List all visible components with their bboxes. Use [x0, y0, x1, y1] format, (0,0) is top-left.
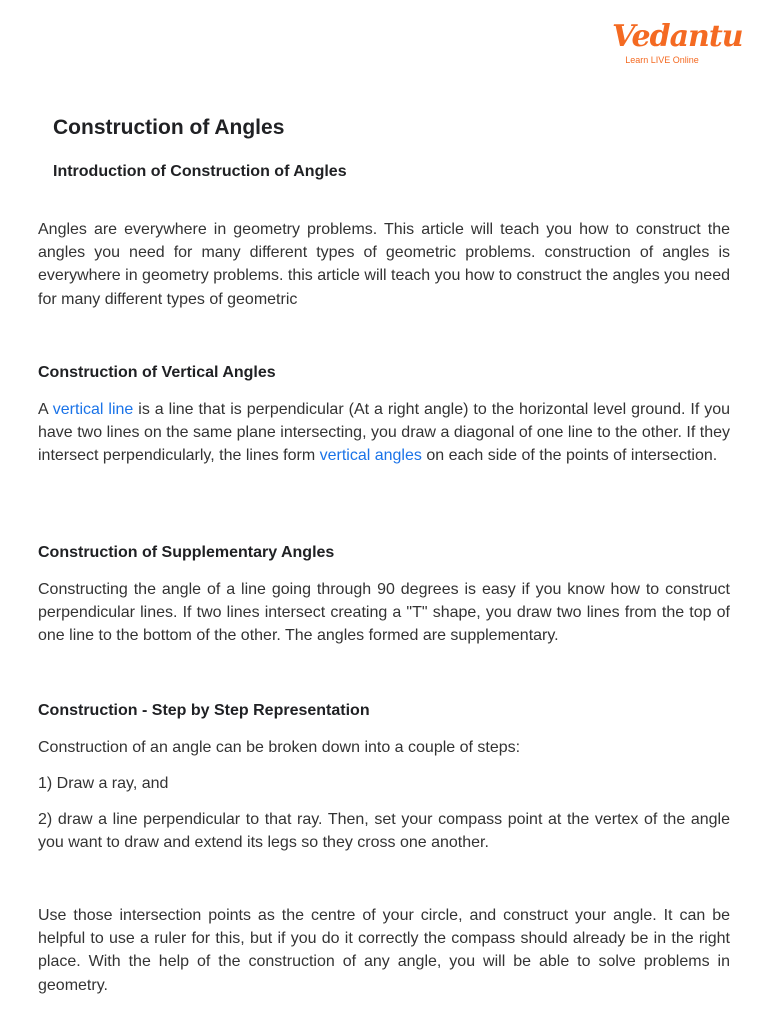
vedantu-logo: [612, 19, 743, 65]
vertical-angles-link[interactable]: vertical angles: [319, 447, 422, 465]
vertical-text-2: is a line that is perpendicular (At a right angle) to the horizontal level ground. If you have two lines on the same plane intersecting, you draw a diagonal of one line to the other. If they intersect perpendicularly, the lines form: [38, 401, 731, 465]
intro-heading: Introduction of Construction of Angles: [53, 163, 347, 180]
steps-heading: Construction - Step by Step Representation: [38, 702, 370, 719]
vertical-angles-heading: Construction of Vertical Angles: [38, 364, 276, 381]
steps-intro: Construction of an angle can be broken down into a couple of steps:: [38, 739, 521, 756]
logo-brand: Vedantu: [612, 19, 743, 54]
step-1: 1) Draw a ray, and: [38, 775, 169, 792]
vertical-text-3: on each side of the points of intersection.: [421, 447, 718, 465]
intro-paragraph: Angles are everywhere in geometry problems. This article will teach you how to construct the angles you need for many different types of geometric problems. construction of angles is everywhere in geometry problems. this article will teach you how to construct the angles you need for many different types of geometric: [38, 221, 730, 308]
closing-paragraph: Use those intersection points as the centre of your circle, and construct your angle. It can be helpful to use a ruler for this, but if you do it correctly the compass should already be in the right place. With the help of the construction of any angle, you will be able to solve problems in geometry.: [38, 907, 730, 994]
supplementary-angles-paragraph: Constructing the angle of a line going through 90 degrees is easy if you know how to construct perpendicular lines. If two lines intersect creating a "T" shape, you draw two lines from the top of one line to the bottom of the other. The angles formed are supplementary.: [38, 581, 730, 645]
page-title: Construction of Angles: [53, 116, 285, 139]
vertical-angles-paragraph: [38, 398, 730, 468]
supplementary-angles-heading: Construction of Supplementary Angles: [38, 544, 335, 561]
vertical-line-link[interactable]: vertical line: [52, 401, 134, 418]
logo-tagline: Learn LIVE Online: [625, 55, 699, 65]
vertical-text-1: A: [38, 401, 53, 418]
step-2: 2) draw a line perpendicular to that ray. Then, set your compass point at the vertex of the angle you want to draw and extend its legs so they cross one another.: [38, 811, 730, 852]
